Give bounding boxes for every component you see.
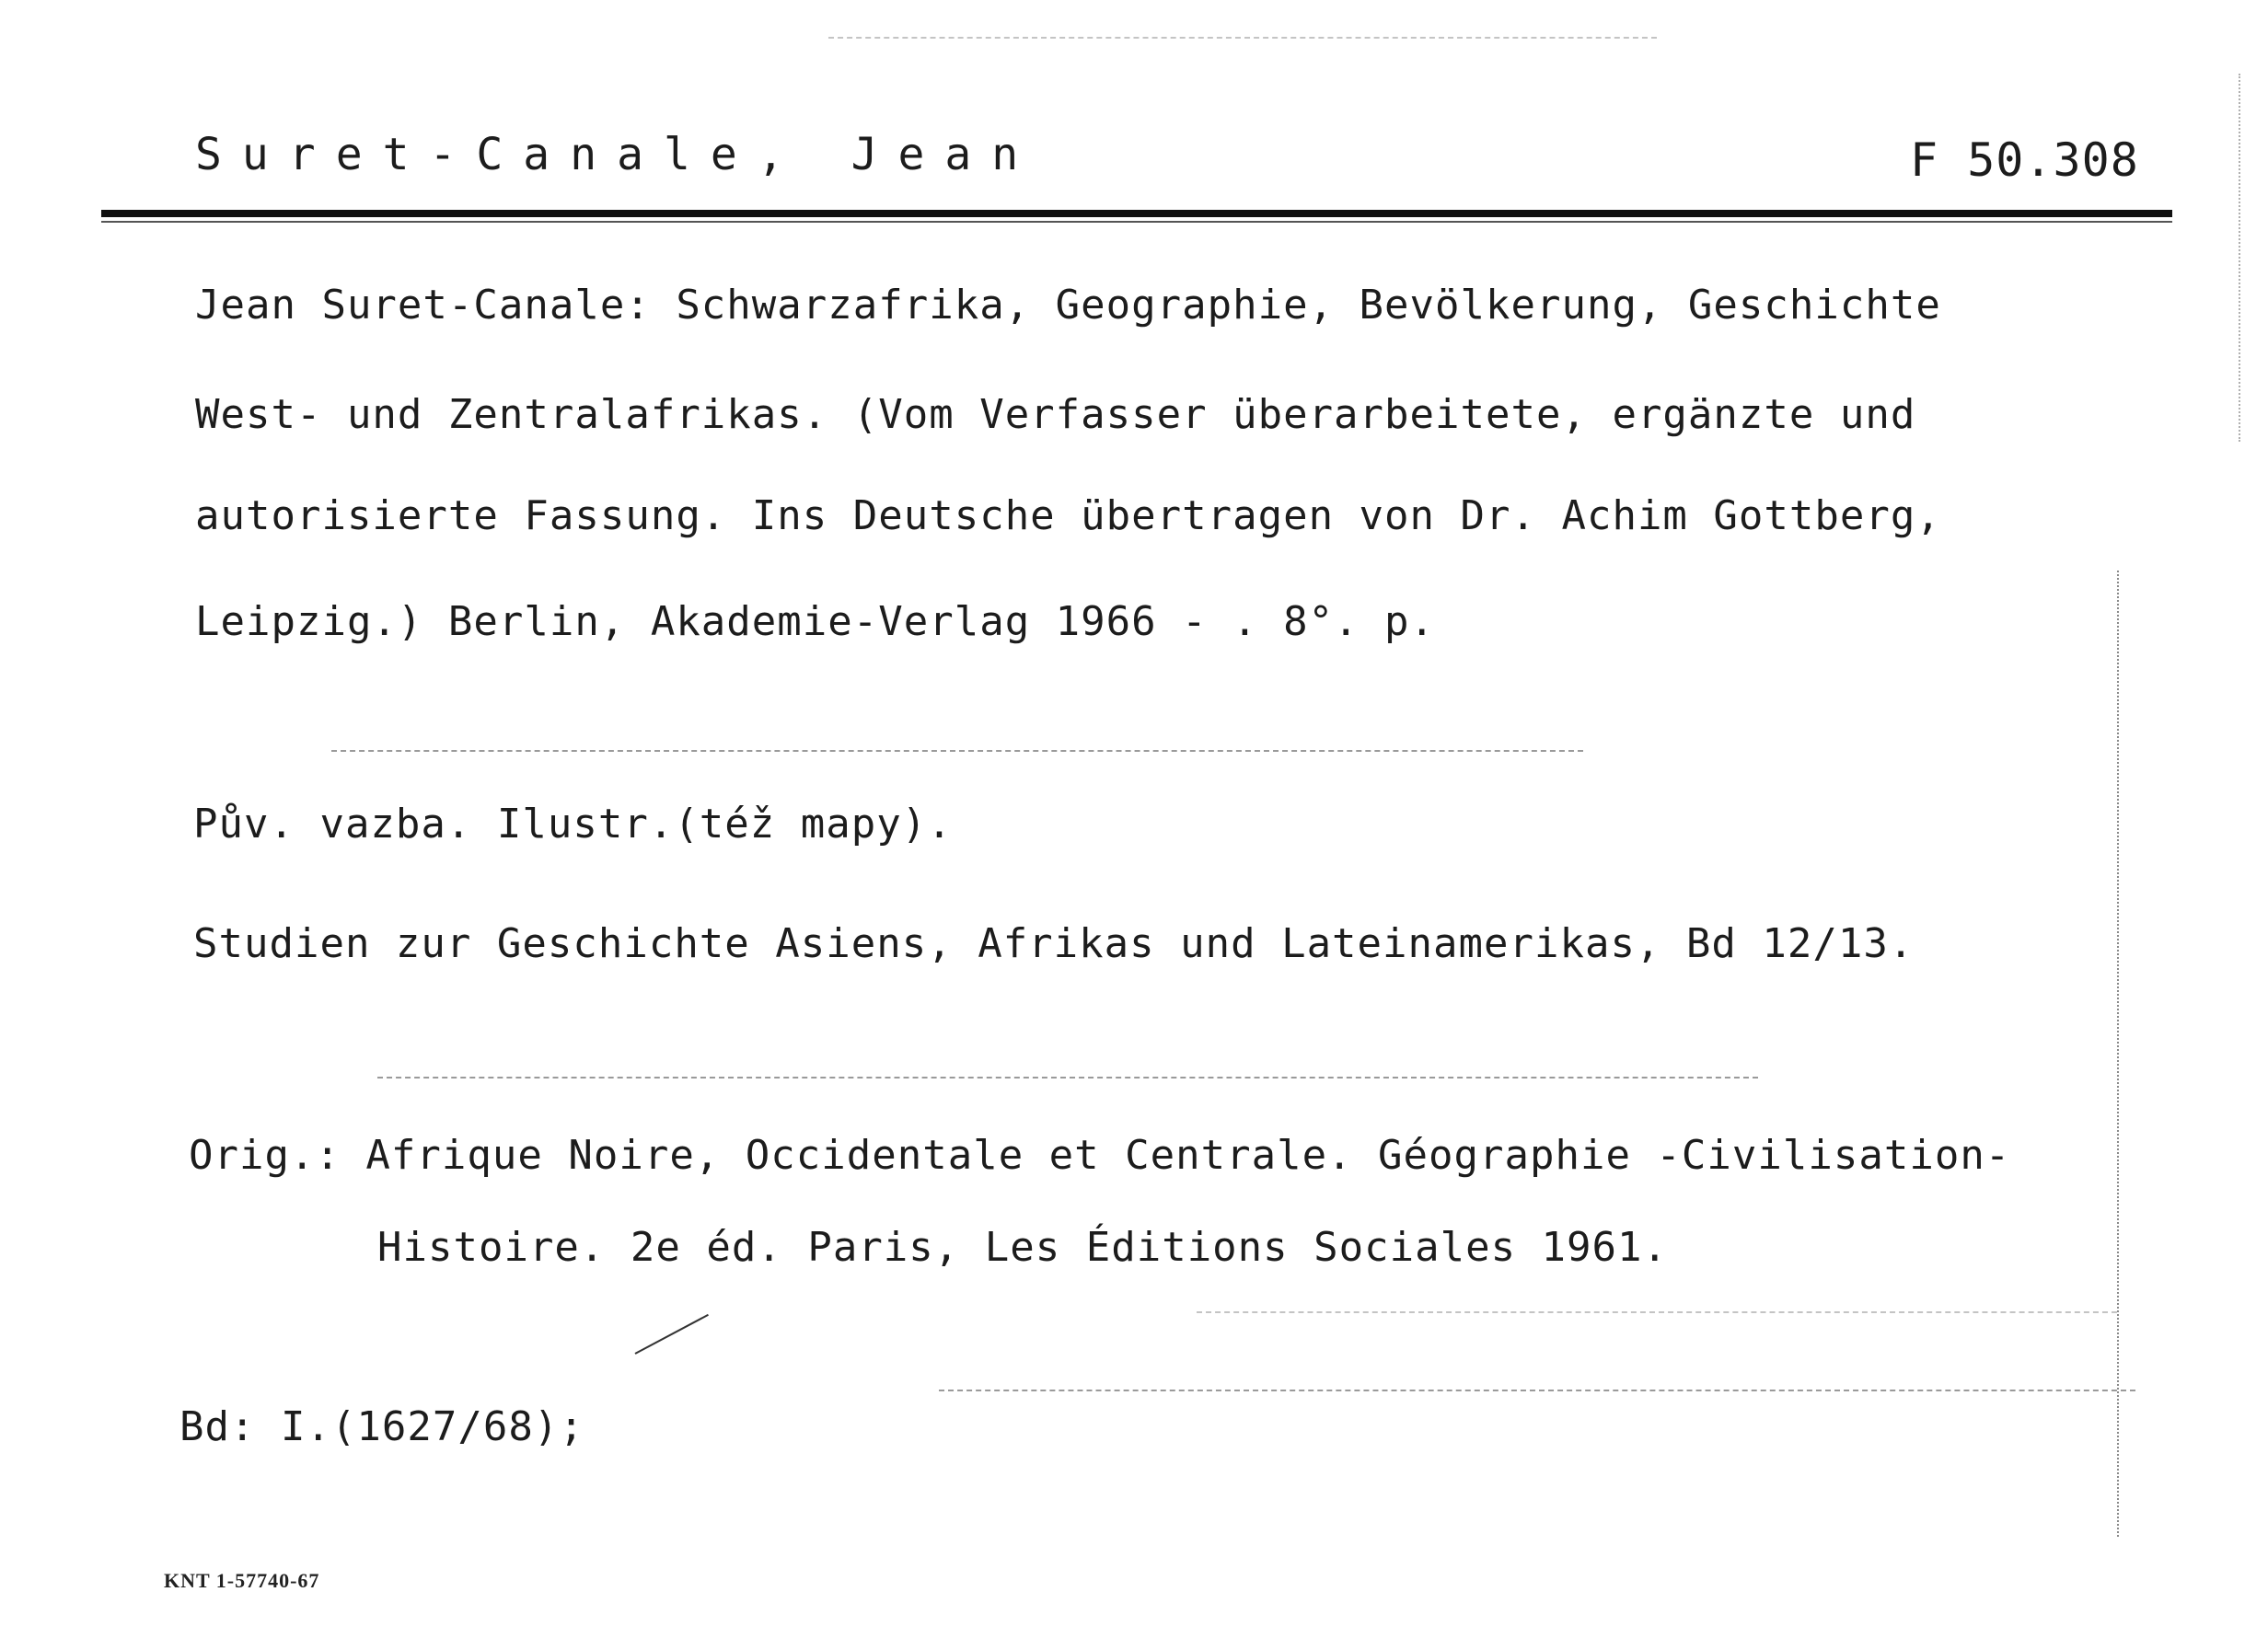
shelfmark: F 50.308	[1910, 133, 2139, 187]
printer-code: KNT 1-57740-67	[164, 1569, 320, 1592]
description-line-2: West- und Zentralafrikas. (Vom Verfasser überarbeitete, ergänzte und	[195, 391, 1916, 438]
original-title-line-2: Histoire. 2e éd. Paris, Les Éditions Sociales 1961.	[377, 1224, 1669, 1271]
heading-rule	[101, 210, 2172, 217]
description-line-3: autorisierte Fassung. Ins Deutsche übertragen von Dr. Achim Gottberg,	[195, 492, 1941, 539]
author-heading: Suret-Canale, Jean	[195, 129, 1039, 180]
pencil-stroke	[635, 1314, 709, 1355]
description-line-4: Leipzig.) Berlin, Akademie-Verlag 1966 - . 8°. p.	[195, 598, 1436, 645]
original-title-line-1: Orig.: Afrique Noire, Occidentale et Centrale. Géographie -Civilisation-	[189, 1132, 2011, 1179]
description-line-1: Jean Suret-Canale: Schwarzafrika, Geographie, Bevölkerung, Geschichte	[195, 282, 1941, 329]
scan-noise-row	[939, 1390, 2135, 1391]
scan-noise-column	[2117, 571, 2119, 1537]
scan-noise-row	[828, 37, 1657, 39]
scan-noise-row	[1197, 1311, 2117, 1313]
volume-note: Bd: I.(1627/68);	[179, 1403, 584, 1450]
scan-noise-row	[331, 750, 1583, 752]
scan-noise-row	[377, 1077, 1758, 1079]
scan-noise-column	[2239, 74, 2240, 442]
series-note: Studien zur Geschichte Asiens, Afrikas und Lateinamerikas, Bd 12/13.	[193, 920, 1915, 967]
heading-rule-shadow	[101, 221, 2172, 223]
binding-note: Pův. vazba. Ilustr.(též mapy).	[193, 801, 953, 848]
